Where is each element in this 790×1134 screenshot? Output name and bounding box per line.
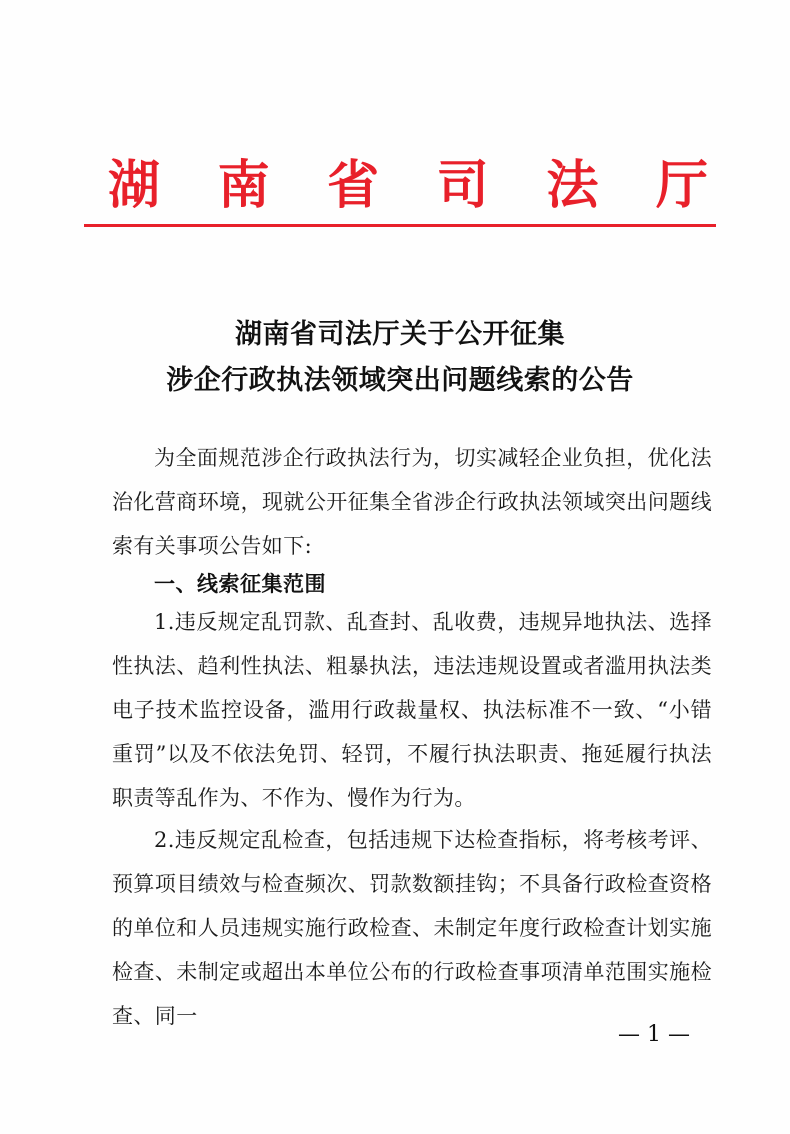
letterhead-char: 司 [436,155,489,216]
item-2-paragraph: 2.违反规定乱检查，包括违规下达检查指标，将考核考评、预算项目绩效与检查频次、罚款数额挂钩；不具备行政检查资格的单位和人员违规实施行政检查、未制定年度行政检查计划实施检查、未制定或超出本单位公布的行政检查事项清单范围实施检查、同一 [112,828,712,1028]
intro-paragraph: 为全面规范涉企行政执法行为，切实减轻企业负担，优化法治化营商环境，现就公开征集全省涉企行政执法领域突出问题线索有关事项公告如下: [112,446,712,558]
document-title-line-1: 湖南省司法厅关于公开征集 [235,319,565,350]
letterhead-char: 厅 [655,155,708,216]
letterhead-title [98,150,718,222]
letterhead-red-rule [84,224,716,227]
page-number: — 1 — [618,1022,690,1047]
document-title-line-2: 涉企行政执法领域突出问题线索的公告 [166,365,634,396]
letterhead-char: 南 [217,155,270,216]
letterhead-char: 湖 [107,155,160,216]
letterhead-char: 法 [546,155,599,216]
letterhead-char: 省 [327,155,380,216]
section-heading: 一、线索征集范围 [154,572,326,596]
item-1-paragraph: 1.违反规定乱罚款、乱查封、乱收费，违规异地执法、选择性执法、趋利性执法、粗暴执法，违法违规设置或者滥用执法类电子技术监控设备，滥用行政裁量权、执法标准不一致、“小错重罚”以及不依法免罚、轻罚，不履行执法职责、拖延履行执法职责等乱作为、不作为、慢作为行为。 [112,610,712,810]
